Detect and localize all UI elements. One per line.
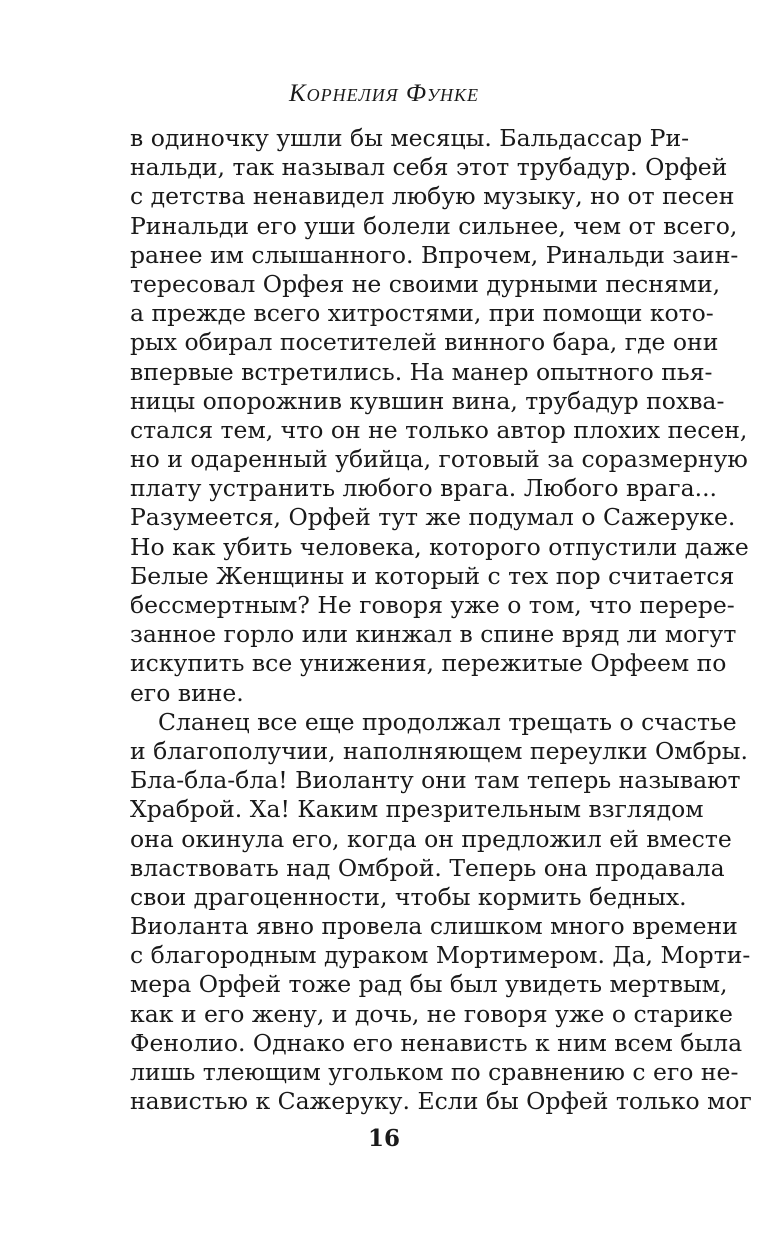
text-line: Виоланта явно провела слишком много времени [130, 912, 738, 941]
text-line: Бла-бла-бла! Виоланту они там теперь называют [130, 766, 741, 795]
paragraph-start-line: Сланец все еще продолжал трещать о счастье [158, 707, 737, 736]
text-line: нальди, так называл себя этот трубадур. Орфей [130, 153, 728, 182]
text-line: рых обирал посетителей винного бара, где они [130, 328, 719, 357]
text-line: и благополучии, наполняющем переулки Омбры. [130, 736, 748, 765]
text-line: Храброй. Ха! Каким презрительным взглядом [130, 795, 704, 824]
text-line: ницы опорожнив кувшин вина, трубадур похва- [130, 386, 725, 415]
text-line: ранее им слышанного. Впрочем, Ринальди заин- [130, 240, 739, 269]
text-line: плату устранить любого врага. Любого врага... [130, 474, 718, 503]
text-line: искупить все унижения, пережитые Орфеем по [130, 649, 727, 678]
text-line: свои драгоценности, чтобы кормить бедных. [130, 882, 687, 911]
text-line: лишь тлеющим угольком по сравнению с его не- [130, 1058, 739, 1086]
text-line: Разумеется, Орфей тут же подумал о Сажеруке. [130, 503, 736, 532]
body-text [130, 124, 752, 1116]
page-number: 16 [367, 1125, 400, 1152]
text-line: властвовать над Омброй. Теперь она продавала [130, 853, 725, 882]
text-line: с благородным дураком Мортимером. Да, Морти- [130, 941, 751, 970]
text-line: занное горло или кинжал в спине вряд ли могут [130, 620, 737, 649]
text-line: а прежде всего хитростями, при помощи кото- [130, 299, 714, 328]
text-line: с детства ненавидел любую музыку, но от песен [130, 182, 735, 211]
paragraph-end-line: его вине. [130, 678, 244, 707]
text-line: бессмертным? Не говоря уже о том, что перере- [130, 591, 735, 619]
text-line: впервые встретились. На манер опытного пья- [130, 357, 713, 386]
text-line: тересовал Орфея не своими дурными песнями, [130, 269, 721, 298]
text-line: Фенолио. Однако его ненависть к ним всем была [130, 1028, 743, 1057]
text-line: навистью к Сажеруку. Если бы Орфей только мог [130, 1087, 752, 1116]
running-head-author: Корнелия Функе [288, 80, 480, 107]
text-line: Белые Женщины и который с тех пор считается [130, 561, 735, 590]
text-line: стался тем, что он не только автор плохих песен, [130, 415, 748, 444]
text-line: как и его жену, и дочь, не говоря уже о старике [130, 999, 733, 1028]
text-line: но и одаренный убийца, готовый за соразмерную [130, 445, 748, 474]
text-line: в одиночку ушли бы месяцы. Бальдассар Ри- [130, 124, 690, 152]
text-line: Ринальди его уши болели сильнее, чем от всего, [130, 211, 738, 240]
text-line: мера Орфей тоже рад бы был увидеть мертвым, [130, 970, 728, 999]
text-line: Но как убить человека, которого отпустили даже [130, 532, 749, 561]
text-line: она окинула его, когда он предложил ей вместе [130, 824, 732, 853]
